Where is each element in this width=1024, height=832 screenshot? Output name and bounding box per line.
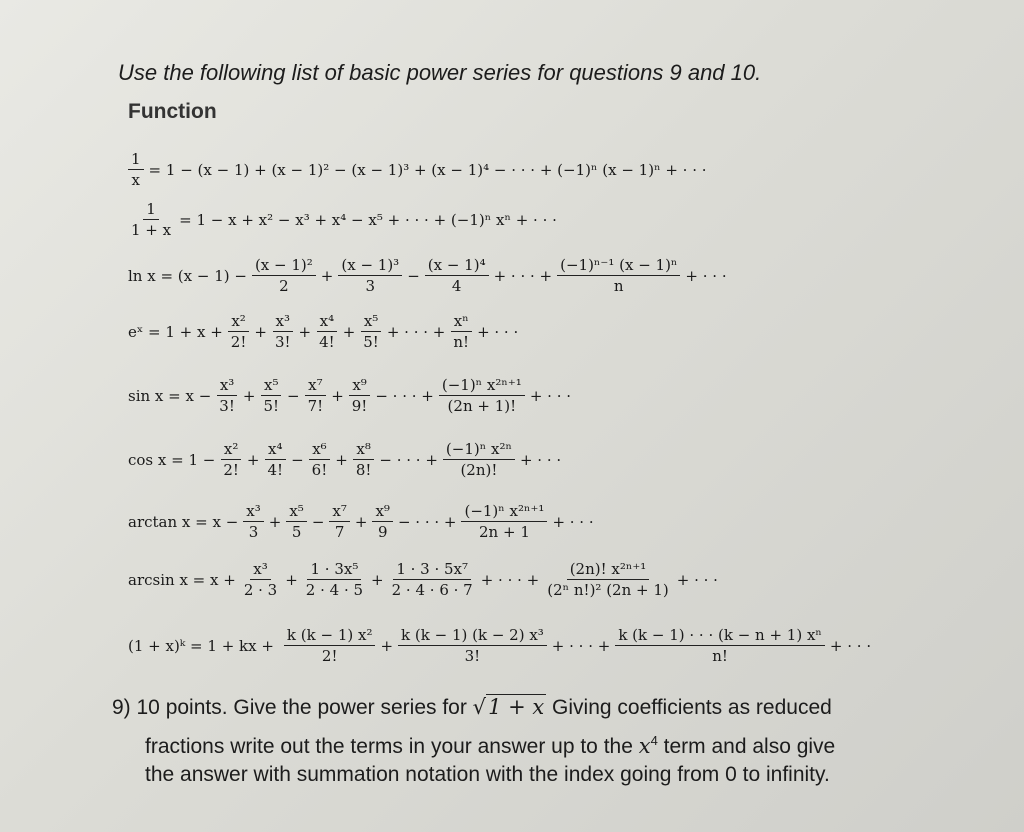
question-9-line-3: [145, 758, 830, 792]
fraction-numerator: 1: [143, 200, 159, 220]
series-lhs: (1 + x)ᵏ = 1 + kx +: [128, 636, 274, 655]
fraction-denominator: 3: [365, 277, 376, 295]
operator: +: [246, 450, 260, 469]
fraction-numerator: x⁷: [329, 502, 349, 522]
fraction-numerator: x⁷: [305, 376, 325, 396]
fraction-denominator: (2n)!: [460, 461, 498, 479]
fraction-numerator: (x − 1)³: [338, 256, 402, 276]
fraction-denominator: (2n + 1)!: [447, 397, 517, 415]
fraction-denominator: 2!: [321, 647, 338, 665]
operator: +: [320, 266, 334, 285]
fraction-numerator: x⁹: [372, 502, 392, 522]
fraction-denominator: 3!: [219, 397, 235, 415]
fraction-numerator: x⁵: [261, 376, 281, 396]
series-arctan-x: [128, 502, 594, 541]
fraction-numerator: x⁵: [361, 312, 381, 332]
question-text: the answer with summation notation with the index going from 0 to infinity.: [145, 763, 830, 786]
series-tail: + · · ·: [529, 386, 572, 405]
operator: +: [242, 386, 256, 405]
fraction-denominator: 2 · 4 · 5: [305, 581, 364, 599]
fraction-numerator: x³: [217, 376, 237, 396]
fraction-numerator: k (k − 1) (k − 2) x³: [398, 626, 547, 646]
operator: +: [298, 322, 312, 341]
fraction-numerator: x⁵: [286, 502, 306, 522]
fraction-denominator: 3!: [274, 333, 291, 351]
fraction-numerator: x⁴: [317, 312, 337, 332]
fraction-numerator: x³: [243, 502, 263, 522]
fraction-denominator: 1 + x: [131, 221, 172, 239]
fraction-denominator: 3!: [464, 647, 481, 665]
operator: +: [254, 322, 267, 341]
fraction-denominator: 7!: [307, 397, 324, 415]
exponent: 4: [650, 733, 658, 748]
fraction-numerator: 1 · 3x⁵: [307, 560, 361, 580]
question-text: 9) 10 points. Give the power series for: [112, 696, 473, 719]
series-tail: + · · ·: [519, 450, 562, 469]
fraction-numerator: x³: [273, 312, 293, 332]
fraction-denominator: 6!: [311, 461, 328, 479]
fraction-denominator: (2ⁿ n!)² (2n + 1): [547, 581, 669, 599]
operator: + · · · +: [551, 636, 611, 655]
series-tail: + · · ·: [685, 266, 727, 285]
fraction-denominator: 2n + 1: [479, 523, 530, 541]
fraction-denominator: 2!: [230, 333, 247, 351]
series-lhs: cos x = 1 −: [128, 450, 216, 469]
fraction-denominator: 3: [248, 523, 259, 541]
fraction-numerator: (x − 1)²: [252, 256, 316, 276]
fraction-denominator: 5!: [263, 397, 280, 415]
operator: −: [311, 512, 325, 531]
fraction-denominator: 5: [291, 523, 302, 541]
fraction-denominator: 4!: [319, 333, 335, 351]
operator: −: [291, 450, 304, 469]
operator: +: [331, 386, 344, 405]
sqrt-expression: [473, 694, 547, 719]
operator: +: [285, 570, 298, 589]
question-text: term and also give: [657, 735, 836, 758]
operator: + · · · +: [386, 322, 446, 341]
fraction-numerator: (−1)ⁿ x²ⁿ⁺¹: [439, 376, 525, 396]
operator: +: [380, 636, 394, 655]
question-text: fractions write out the terms in your answer up to the: [145, 735, 639, 758]
fraction-numerator: k (k − 1) x²: [284, 626, 376, 646]
fraction-numerator: (2n)! x²ⁿ⁺¹: [567, 560, 650, 580]
fraction-denominator: 4!: [267, 461, 284, 479]
operator: − · · · +: [397, 512, 457, 531]
fraction-denominator: x: [131, 171, 140, 189]
fraction-numerator: (−1)ⁿ⁻¹ (x − 1)ⁿ: [557, 256, 680, 276]
fraction-numerator: xⁿ: [451, 312, 472, 332]
fraction-denominator: 5!: [363, 333, 379, 351]
fraction-numerator: x⁸: [353, 440, 373, 460]
fraction-denominator: 9: [377, 523, 388, 541]
operator: +: [335, 450, 348, 469]
series-expansion: = 1 − x + x² − x³ + x⁴ − x⁵ + · · · + (−1)ⁿ xⁿ + · · ·: [179, 210, 557, 229]
series-lhs: arctan x = x −: [128, 512, 239, 531]
fraction-numerator: x³: [250, 560, 270, 580]
series-binomial: [128, 626, 871, 665]
series-sin-x: [128, 376, 571, 415]
operator: +: [371, 570, 384, 589]
fraction-denominator: n: [613, 277, 624, 295]
fraction-denominator: n!: [712, 647, 728, 665]
series-tail: + · · ·: [829, 636, 872, 655]
fraction-numerator: x²: [228, 312, 248, 332]
operator: + · · · +: [480, 570, 540, 589]
question-text: Giving coefficients as reduced: [546, 696, 832, 719]
operator: + · · · +: [493, 266, 553, 285]
fraction-denominator: 7: [334, 523, 345, 541]
series-arcsin-x: [128, 560, 718, 599]
series-lhs: eˣ = 1 + x +: [128, 322, 223, 341]
radical-sign: √: [472, 695, 487, 719]
fraction-denominator: 2!: [223, 461, 239, 479]
operator: −: [287, 386, 300, 405]
fraction-denominator: n!: [453, 333, 470, 351]
series-lhs: sin x = x −: [128, 386, 212, 405]
fraction-numerator: x²: [221, 440, 241, 460]
fraction-numerator: x⁴: [265, 440, 285, 460]
fraction-numerator: (x − 1)⁴: [425, 256, 489, 276]
operator: +: [354, 512, 368, 531]
fraction-numerator: x⁶: [309, 440, 329, 460]
fraction-denominator: 8!: [355, 461, 372, 479]
question-9-line-1: [112, 690, 992, 725]
fraction-denominator: 2: [279, 277, 289, 295]
fraction-denominator: 4: [451, 277, 462, 295]
fraction-numerator: 1 · 3 · 5x⁷: [393, 560, 471, 580]
variable-x: x: [638, 734, 651, 758]
operator: +: [342, 322, 356, 341]
fraction-numerator: 1: [128, 150, 144, 170]
fraction-numerator: k (k − 1) · · · (k − n + 1) xⁿ: [615, 626, 825, 646]
fraction-numerator: (−1)ⁿ x²ⁿ: [443, 440, 515, 460]
fraction-denominator: 2 · 3: [243, 581, 278, 599]
operator: −: [407, 266, 420, 285]
operator: − · · · +: [379, 450, 438, 469]
series-tail: + · · ·: [676, 570, 718, 589]
series-one-over-one-plus-x: [128, 200, 557, 239]
radicand: 1 + x: [488, 695, 545, 719]
series-lhs: arcsin x = x +: [128, 570, 236, 589]
fraction-numerator: x⁹: [349, 376, 369, 396]
fraction-denominator: 9!: [351, 397, 368, 415]
function-heading: Function: [128, 100, 217, 123]
operator: +: [268, 512, 282, 531]
series-tail: + · · ·: [477, 322, 519, 341]
series-cos-x: [128, 440, 561, 479]
series-one-over-x: [128, 150, 707, 189]
instruction-text: Use the following list of basic power series for questions 9 and 10.: [118, 60, 762, 85]
series-lhs: ln x = (x − 1) −: [128, 266, 247, 285]
series-expansion: = 1 − (x − 1) + (x − 1)² − (x − 1)³ + (x − 1)⁴ − · · · + (−1)ⁿ (x − 1)ⁿ + · · ·: [148, 160, 707, 179]
operator: − · · · +: [375, 386, 434, 405]
series-tail: + · · ·: [552, 512, 594, 531]
series-exp-x: [128, 312, 518, 351]
series-ln-x: [128, 256, 727, 295]
fraction-denominator: 2 · 4 · 6 · 7: [391, 581, 473, 599]
fraction-numerator: (−1)ⁿ x²ⁿ⁺¹: [461, 502, 547, 522]
